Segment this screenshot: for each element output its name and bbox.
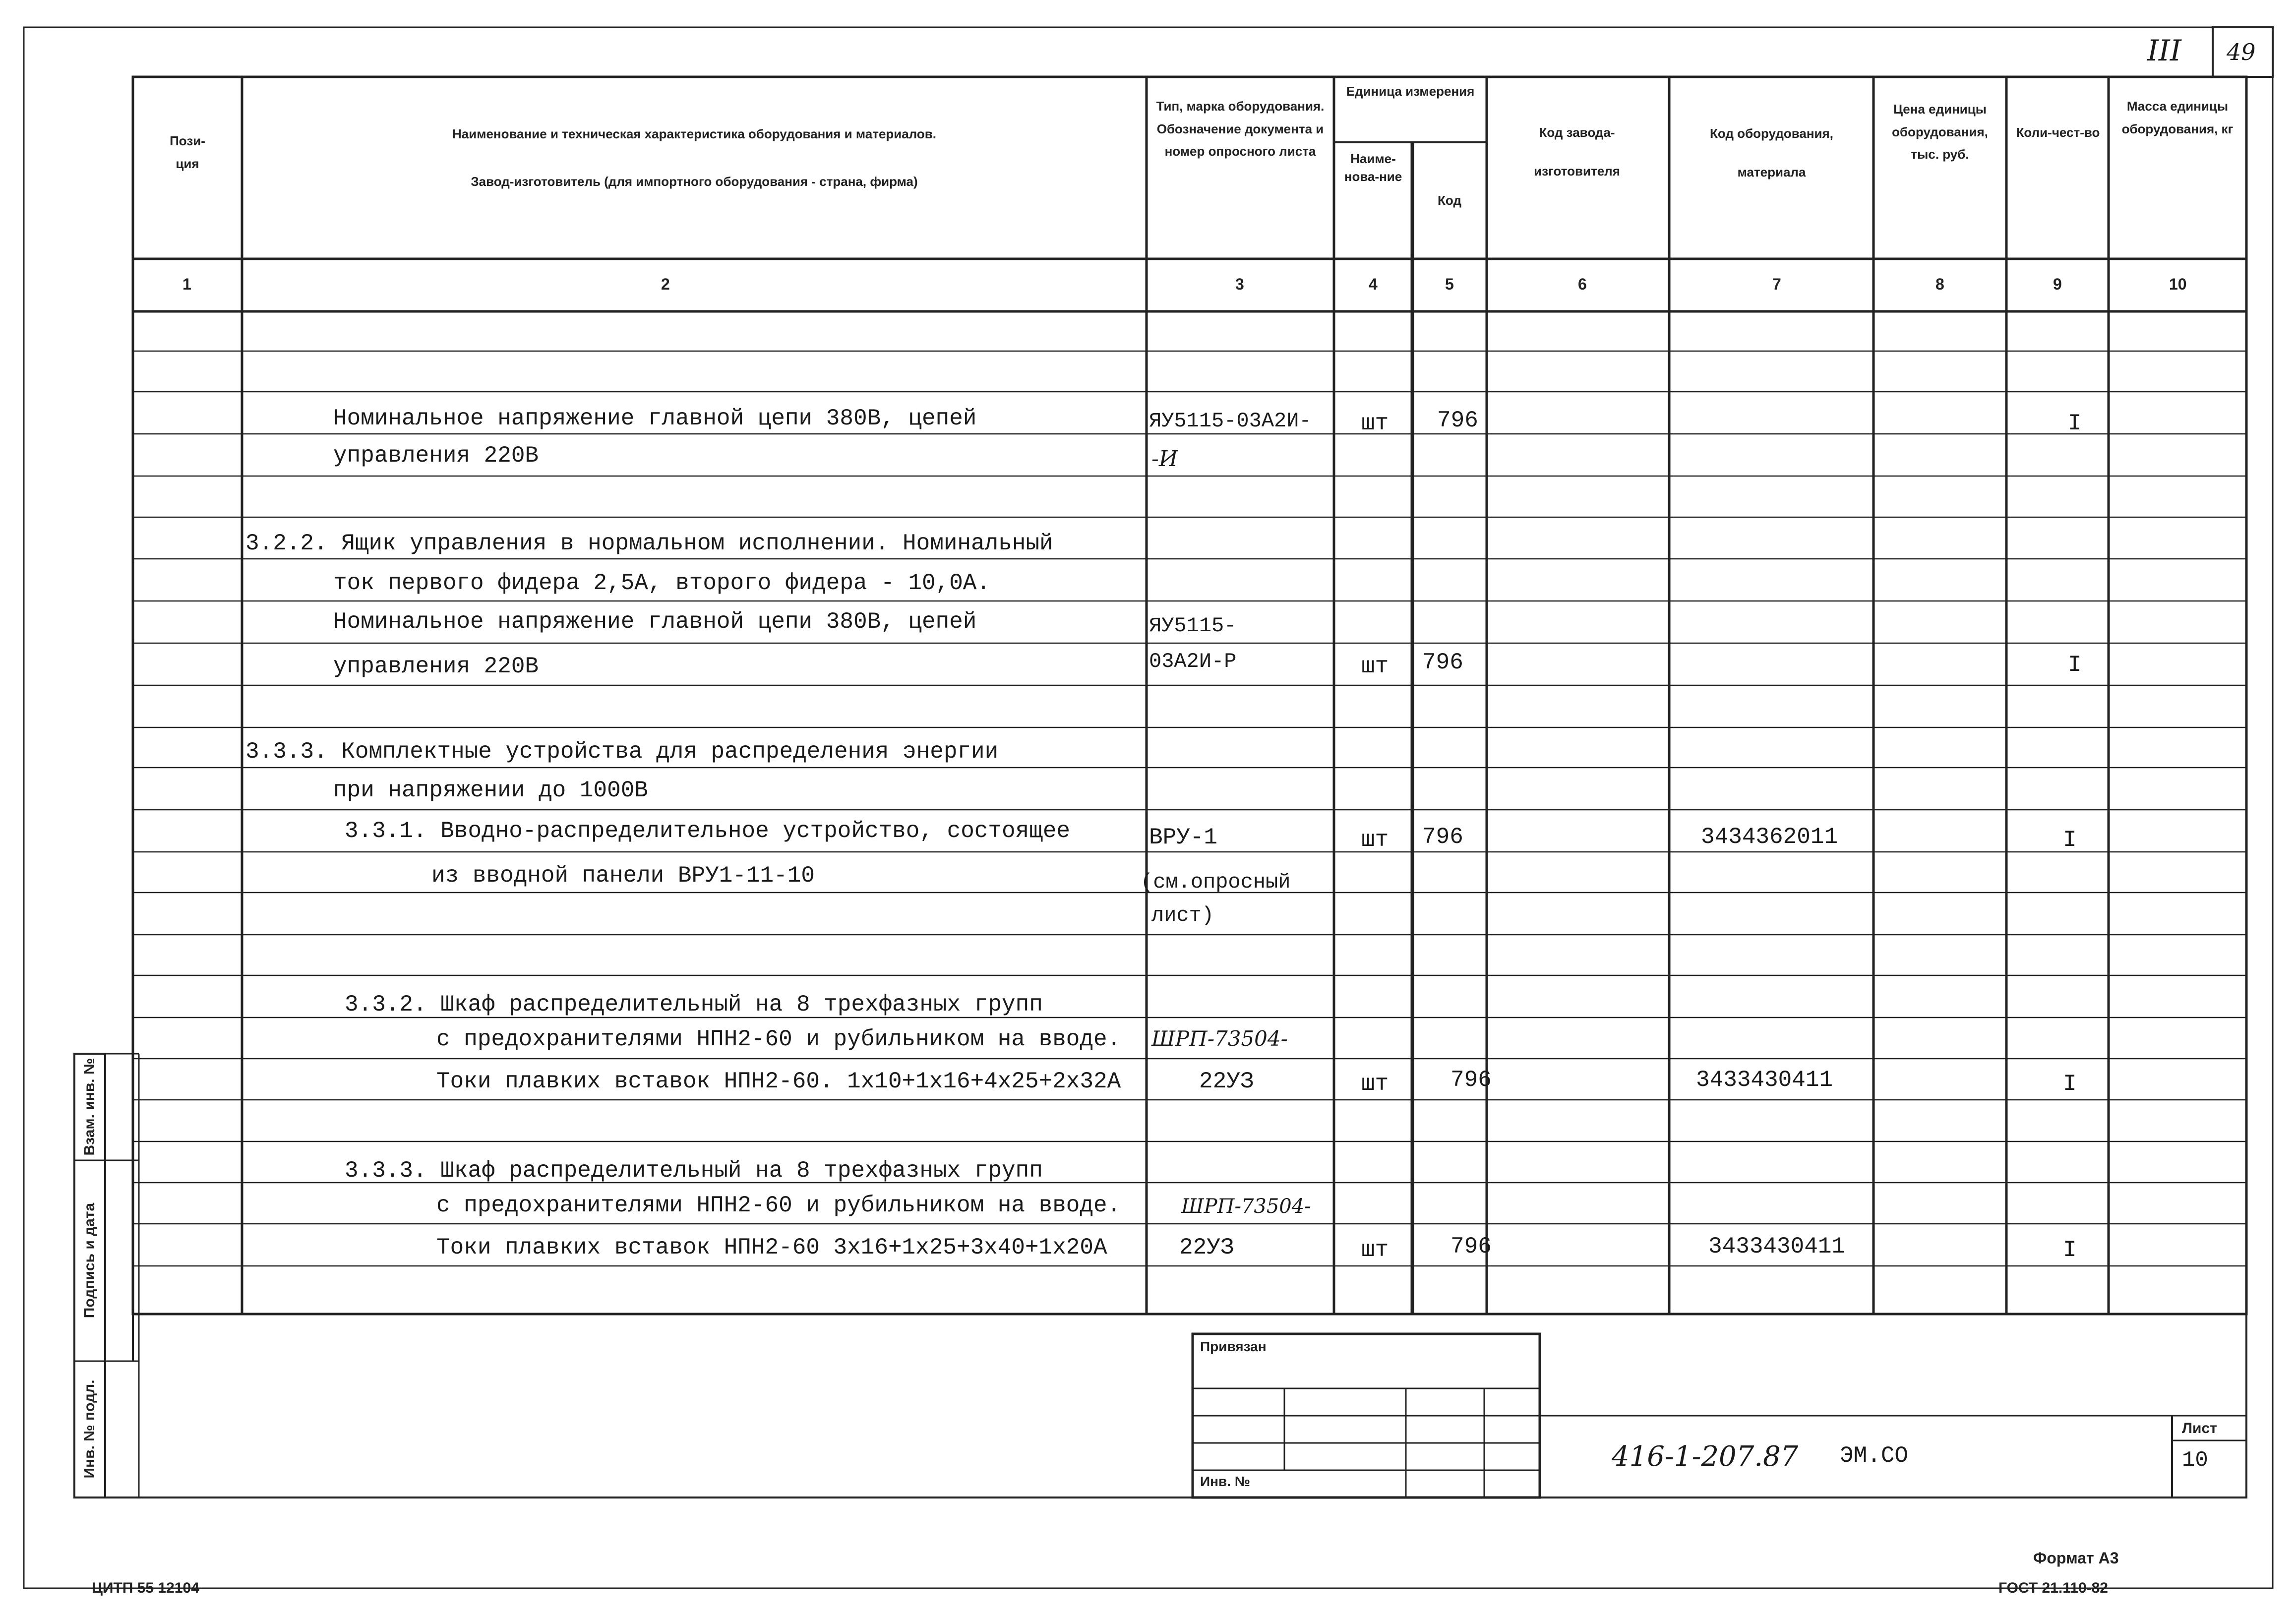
row-unit-code: 796 <box>1450 1067 1492 1093</box>
header-name-line1: Наименование и техническая характеристика оборудования и материалов. <box>452 126 936 141</box>
row-type: ЯУ5115-03А2И- <box>1149 409 1312 433</box>
row-unit: шт <box>1361 1071 1389 1097</box>
row-type: ВРУ-1 <box>1149 825 1218 850</box>
sheet-number: 10 <box>2182 1448 2208 1473</box>
row-unit-code: 796 <box>1437 408 1478 433</box>
row-type: ЯУ5115- <box>1149 614 1237 638</box>
stamp-signature-date: Подпись и дата <box>81 1202 98 1318</box>
row-name: Номинальное напряжение главной цепи 380В, цепей <box>333 609 977 635</box>
column-number: 5 <box>1445 275 1454 293</box>
row-name: 3.3.3. Шкаф распределительный на 8 трехфазных групп <box>345 1158 1043 1184</box>
row-quantity: I <box>2068 411 2082 436</box>
row-name: 3.3.3. Комплектные устройства для распределения энергии <box>245 739 999 765</box>
footer-code: ЦИТП 55 12104 <box>92 1580 199 1596</box>
row-type: ШРП-73504- <box>1181 1195 1311 1218</box>
row-name: 3.3.2. Шкаф распределительный на 8 трехфазных групп <box>345 992 1043 1018</box>
header-position: Пози- ция <box>170 133 205 171</box>
row-quantity: I <box>2063 1071 2077 1097</box>
column-number: 10 <box>2169 275 2187 293</box>
sheet-label: Лист <box>2182 1420 2217 1437</box>
header-mass: Масса единицы оборудования, кг <box>2121 99 2234 136</box>
row-name: 3.2.2. Ящик управления в нормальном исполнении. Номинальный <box>245 531 1053 556</box>
row-unit: шт <box>1361 1237 1389 1263</box>
column-number: 9 <box>2053 275 2062 293</box>
row-quantity: I <box>2063 1237 2077 1263</box>
row-unit-code: 796 <box>1422 650 1463 675</box>
page-number: 49 <box>2227 39 2256 65</box>
row-name: с предохранителями НПН2-60 и рубильником на вводе. <box>436 1193 1121 1218</box>
row-name: Номинальное напряжение главной цепи 380В, цепей <box>333 406 977 431</box>
row-name: из вводной панели ВРУ1-11-10 <box>431 863 815 889</box>
header-name-line2: Завод-изготовитель (для импортного оборудования - страна, фирма) <box>471 174 918 189</box>
header-unit-code: Код <box>1438 193 1461 208</box>
row-name: управления 220В <box>333 654 539 679</box>
header-unit-name: Наиме-нова-ние <box>1344 151 1402 184</box>
row-name: с предохранителями НПН2-60 и рубильником на вводе. <box>436 1026 1121 1052</box>
row-name: Токи плавких вставок НПН2-60. 1х10+1х16+4х25+2х32А <box>436 1069 1121 1094</box>
header-type: Тип, марка оборудования. Обозначение документа и номер опросного листа <box>1156 99 1325 159</box>
row-type: -И <box>1151 446 1178 472</box>
corner-mark: III <box>2147 34 2181 67</box>
column-number: 4 <box>1369 275 1378 293</box>
bound-label: Привязан <box>1200 1339 1267 1354</box>
header-factory-code: Код завода-изготовителя <box>1534 125 1620 179</box>
row-name: 3.3.1. Вводно-распределительное устройство, состоящее <box>345 818 1071 844</box>
row-name: ток первого фидера 2,5А, второго фидера - 10,0А. <box>333 570 991 596</box>
column-number: 6 <box>1578 275 1587 293</box>
row-name: Токи плавких вставок НПН2-60 3х16+1х25+3х40+1х20А <box>436 1235 1107 1260</box>
header-equipment-code: Код оборудования, материала <box>1710 126 1833 180</box>
row-type: лист) <box>1151 903 1214 927</box>
footer-format: Формат А3 <box>2033 1549 2119 1567</box>
row-type: ШРП-73504- <box>1151 1026 1288 1051</box>
column-number: 7 <box>1772 275 1781 293</box>
header-price: Цена единицы оборудования, тыс. руб. <box>1892 102 1988 162</box>
inventory-label: Инв. № <box>1200 1474 1251 1489</box>
row-equipment-code: 3434362011 <box>1701 824 1838 850</box>
row-unit: шт <box>1361 654 1389 679</box>
row-equipment-code: 3433430411 <box>1696 1067 1833 1093</box>
column-number: 3 <box>1235 275 1244 293</box>
header-unit-group: Единица измерения <box>1346 84 1475 99</box>
column-number: 8 <box>1935 275 1944 293</box>
row-unit-code: 796 <box>1422 824 1463 850</box>
row-unit: шт <box>1361 827 1389 853</box>
row-quantity: I <box>2063 827 2077 853</box>
row-name: при напряжении до 1000В <box>333 778 648 803</box>
row-unit: шт <box>1361 411 1389 436</box>
document-code: 416-1-207.87 <box>1612 1440 1799 1473</box>
row-equipment-code: 3433430411 <box>1708 1234 1846 1259</box>
row-type: (см.опросный <box>1141 870 1291 894</box>
row-type: 22УЗ <box>1179 1235 1234 1260</box>
row-quantity: I <box>2068 652 2082 678</box>
footer-gost: ГОСТ 21.110-82 <box>1998 1580 2108 1596</box>
row-name: управления 220В <box>333 443 539 469</box>
row-type: 03А2И-Р <box>1149 650 1237 673</box>
row-type: 22УЗ <box>1199 1069 1254 1094</box>
column-number: 1 <box>182 275 191 293</box>
stamp-inventory-original: Инв. № подл. <box>81 1379 98 1479</box>
stamp-replacing-inventory: Взам. инв. № <box>81 1058 98 1156</box>
column-number: 2 <box>661 275 670 293</box>
row-unit-code: 796 <box>1450 1234 1492 1259</box>
document-mark: ЭМ.СО <box>1840 1443 1909 1469</box>
header-quantity: Коли-чест-во <box>2016 125 2100 140</box>
